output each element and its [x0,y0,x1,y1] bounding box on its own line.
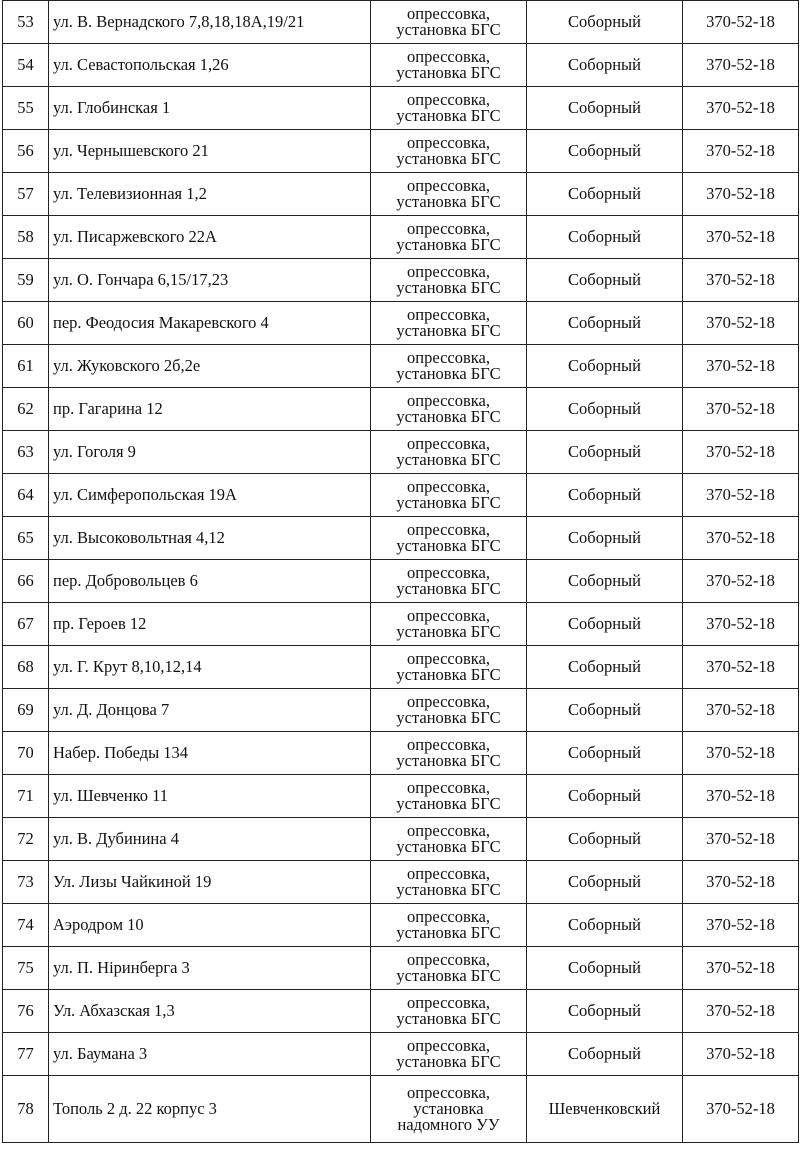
row-number-cell: 56 [3,130,49,173]
work-type-line: опрессовка, [407,950,490,969]
district-cell: Соборный [527,302,683,345]
work-type-cell [371,1076,527,1143]
address-cell: пер. Феодосия Макаревского 4 [49,302,371,345]
address-cell: пер. Добровольцев 6 [49,560,371,603]
address-cell: ул. Высоковольтная 4,12 [49,517,371,560]
phone-cell: 370-52-18 [683,861,799,904]
row-number-cell: 58 [3,216,49,259]
work-type-line: установка БГС [396,1052,501,1071]
phone-cell: 370-52-18 [683,1033,799,1076]
work-type-line: установка БГС [396,880,501,899]
work-type-cell [371,990,527,1033]
phone-cell: 370-52-18 [683,990,799,1033]
work-type-cell [371,259,527,302]
table-row [3,689,799,732]
work-type-line: опрессовка, [407,4,490,23]
district-cell: Соборный [527,990,683,1033]
table-row [3,990,799,1033]
work-type-line: опрессовка, [407,520,490,539]
address-cell: ул. Жуковского 2б,2е [49,345,371,388]
district-cell: Соборный [527,646,683,689]
phone-cell: 370-52-18 [683,130,799,173]
row-number-cell: 55 [3,87,49,130]
work-type-line: опрессовка, [407,993,490,1012]
district-cell: Соборный [527,775,683,818]
work-type-line: установка БГС [396,1009,501,1028]
work-type-line: опрессовка, [407,821,490,840]
work-type-line: установка БГС [396,407,501,426]
table-row [3,1076,799,1143]
work-type-cell [371,904,527,947]
table-row [3,474,799,517]
work-type-cell [371,302,527,345]
address-cell: ул. Симферопольская 19А [49,474,371,517]
work-type-cell [371,388,527,431]
work-type-cell [371,173,527,216]
work-type-cell [371,689,527,732]
work-type-line: установка БГС [396,837,501,856]
work-type-line: установка БГС [396,235,501,254]
district-cell: Соборный [527,474,683,517]
district-cell: Соборный [527,560,683,603]
phone-cell: 370-52-18 [683,216,799,259]
phone-cell: 370-52-18 [683,431,799,474]
work-type-line: установка БГС [396,450,501,469]
address-cell: ул. Гоголя 9 [49,431,371,474]
district-cell: Соборный [527,216,683,259]
address-cell: ул. Г. Крут 8,10,12,14 [49,646,371,689]
phone-cell: 370-52-18 [683,646,799,689]
district-cell: Соборный [527,861,683,904]
district-cell: Соборный [527,345,683,388]
row-number-cell: 67 [3,603,49,646]
work-type-cell [371,345,527,388]
phone-cell: 370-52-18 [683,517,799,560]
row-number-cell: 64 [3,474,49,517]
work-type-line: надомного УУ [397,1115,500,1134]
work-type-line: установка БГС [396,751,501,770]
work-type-cell [371,216,527,259]
work-type-cell [371,947,527,990]
phone-cell: 370-52-18 [683,560,799,603]
address-cell: Ул. Абхазская 1,3 [49,990,371,1033]
row-number-cell: 70 [3,732,49,775]
work-type-line: опрессовка, [407,864,490,883]
address-cell: Аэродром 10 [49,904,371,947]
address-cell: пр. Гагарина 12 [49,388,371,431]
row-number-cell: 54 [3,44,49,87]
phone-cell: 370-52-18 [683,173,799,216]
work-type-cell [371,517,527,560]
row-number-cell: 76 [3,990,49,1033]
work-type-line: опрессовка, [407,348,490,367]
work-type-line: установка БГС [396,63,501,82]
row-number-cell: 73 [3,861,49,904]
work-type-line: установка БГС [396,923,501,942]
table-row [3,302,799,345]
phone-cell: 370-52-18 [683,904,799,947]
work-type-line: опрессовка, [407,262,490,281]
phone-cell: 370-52-18 [683,1076,799,1143]
row-number-cell: 57 [3,173,49,216]
district-cell: Соборный [527,388,683,431]
table-row [3,44,799,87]
district-cell: Соборный [527,904,683,947]
table-row [3,904,799,947]
table-row [3,517,799,560]
phone-cell: 370-52-18 [683,44,799,87]
address-cell: ул. Чернышевского 21 [49,130,371,173]
work-type-line: установка БГС [396,622,501,641]
phone-cell: 370-52-18 [683,732,799,775]
district-cell: Соборный [527,517,683,560]
address-cell: ул. В. Дубинина 4 [49,818,371,861]
table-row [3,947,799,990]
phone-cell: 370-52-18 [683,818,799,861]
row-number-cell: 66 [3,560,49,603]
work-type-line: опрессовка, [407,649,490,668]
address-cell: ул. Баумана 3 [49,1033,371,1076]
table-row [3,173,799,216]
work-type-line: установка БГС [396,493,501,512]
address-cell: пр. Героев 12 [49,603,371,646]
address-cell: ул. Писаржевского 22А [49,216,371,259]
row-number-cell: 53 [3,1,49,44]
row-number-cell: 62 [3,388,49,431]
district-cell: Соборный [527,818,683,861]
work-type-cell [371,603,527,646]
work-type-line: установка БГС [396,20,501,39]
maintenance-schedule-table [2,0,799,1143]
work-type-line: установка БГС [396,536,501,555]
table-row [3,431,799,474]
work-type-line: опрессовка, [407,1083,490,1102]
work-type-cell [371,560,527,603]
address-cell: ул. П. Нiринберга 3 [49,947,371,990]
district-cell: Соборный [527,1033,683,1076]
address-cell: ул. Д. Донцова 7 [49,689,371,732]
work-type-line: опрессовка, [407,391,490,410]
document-page [2,0,798,1143]
district-cell: Соборный [527,130,683,173]
work-type-cell [371,87,527,130]
work-type-line: опрессовка, [407,735,490,754]
table-row [3,345,799,388]
row-number-cell: 60 [3,302,49,345]
work-type-line: опрессовка, [407,176,490,195]
work-type-line: опрессовка, [407,434,490,453]
table-row [3,1,799,44]
table-row [3,1033,799,1076]
table-row [3,603,799,646]
table-row [3,259,799,302]
phone-cell: 370-52-18 [683,87,799,130]
phone-cell: 370-52-18 [683,947,799,990]
work-type-line: установка БГС [396,192,501,211]
work-type-line: установка [413,1099,484,1118]
work-type-cell [371,1,527,44]
phone-cell: 370-52-18 [683,775,799,818]
work-type-cell [371,818,527,861]
row-number-cell: 61 [3,345,49,388]
table-row [3,216,799,259]
district-cell: Шевченковский [527,1076,683,1143]
district-cell: Соборный [527,732,683,775]
district-cell: Соборный [527,44,683,87]
table-row [3,87,799,130]
address-cell: Ул. Лизы Чайкиной 19 [49,861,371,904]
row-number-cell: 63 [3,431,49,474]
work-type-cell [371,130,527,173]
work-type-line: установка БГС [396,794,501,813]
row-number-cell: 71 [3,775,49,818]
table-body [3,1,799,1143]
work-type-line: установка БГС [396,364,501,383]
work-type-cell [371,646,527,689]
phone-cell: 370-52-18 [683,302,799,345]
work-type-cell [371,775,527,818]
work-type-line: установка БГС [396,966,501,985]
address-cell: ул. В. Вернадского 7,8,18,18А,19/21 [49,1,371,44]
row-number-cell: 77 [3,1033,49,1076]
phone-cell: 370-52-18 [683,345,799,388]
work-type-line: опрессовка, [407,606,490,625]
row-number-cell: 72 [3,818,49,861]
work-type-cell [371,431,527,474]
district-cell: Соборный [527,173,683,216]
district-cell: Соборный [527,947,683,990]
row-number-cell: 69 [3,689,49,732]
table-row [3,732,799,775]
district-cell: Соборный [527,689,683,732]
work-type-line: установка БГС [396,708,501,727]
phone-cell: 370-52-18 [683,1,799,44]
row-number-cell: 78 [3,1076,49,1143]
work-type-line: установка БГС [396,665,501,684]
address-cell: ул. Шевченко 11 [49,775,371,818]
work-type-line: установка БГС [396,321,501,340]
address-cell: ул. О. Гончара 6,15/17,23 [49,259,371,302]
address-cell: ул. Глобинская 1 [49,87,371,130]
work-type-line: опрессовка, [407,47,490,66]
work-type-cell [371,474,527,517]
work-type-line: опрессовка, [407,563,490,582]
row-number-cell: 68 [3,646,49,689]
address-cell: Тополь 2 д. 22 корпус 3 [49,1076,371,1143]
phone-cell: 370-52-18 [683,603,799,646]
district-cell: Соборный [527,259,683,302]
work-type-line: установка БГС [396,149,501,168]
table-row [3,560,799,603]
district-cell: Соборный [527,603,683,646]
work-type-line: опрессовка, [407,907,490,926]
table-row [3,861,799,904]
row-number-cell: 65 [3,517,49,560]
district-cell: Соборный [527,87,683,130]
work-type-line: опрессовка, [407,219,490,238]
work-type-line: установка БГС [396,579,501,598]
address-cell: Набер. Победы 134 [49,732,371,775]
table-row [3,818,799,861]
address-cell: ул. Телевизионная 1,2 [49,173,371,216]
phone-cell: 370-52-18 [683,474,799,517]
work-type-line: опрессовка, [407,692,490,711]
phone-cell: 370-52-18 [683,388,799,431]
table-row [3,646,799,689]
work-type-cell [371,732,527,775]
row-number-cell: 75 [3,947,49,990]
work-type-line: опрессовка, [407,477,490,496]
work-type-line: опрессовка, [407,305,490,324]
row-number-cell: 74 [3,904,49,947]
work-type-cell [371,44,527,87]
district-cell: Соборный [527,431,683,474]
address-cell: ул. Севастопольская 1,26 [49,44,371,87]
phone-cell: 370-52-18 [683,259,799,302]
work-type-cell [371,861,527,904]
phone-cell: 370-52-18 [683,689,799,732]
table-row [3,130,799,173]
work-type-line: опрессовка, [407,90,490,109]
work-type-line: установка БГС [396,106,501,125]
table-row [3,775,799,818]
table-row [3,388,799,431]
work-type-cell [371,1033,527,1076]
row-number-cell: 59 [3,259,49,302]
work-type-line: опрессовка, [407,778,490,797]
work-type-line: опрессовка, [407,1036,490,1055]
work-type-line: опрессовка, [407,133,490,152]
district-cell: Соборный [527,1,683,44]
work-type-line: установка БГС [396,278,501,297]
